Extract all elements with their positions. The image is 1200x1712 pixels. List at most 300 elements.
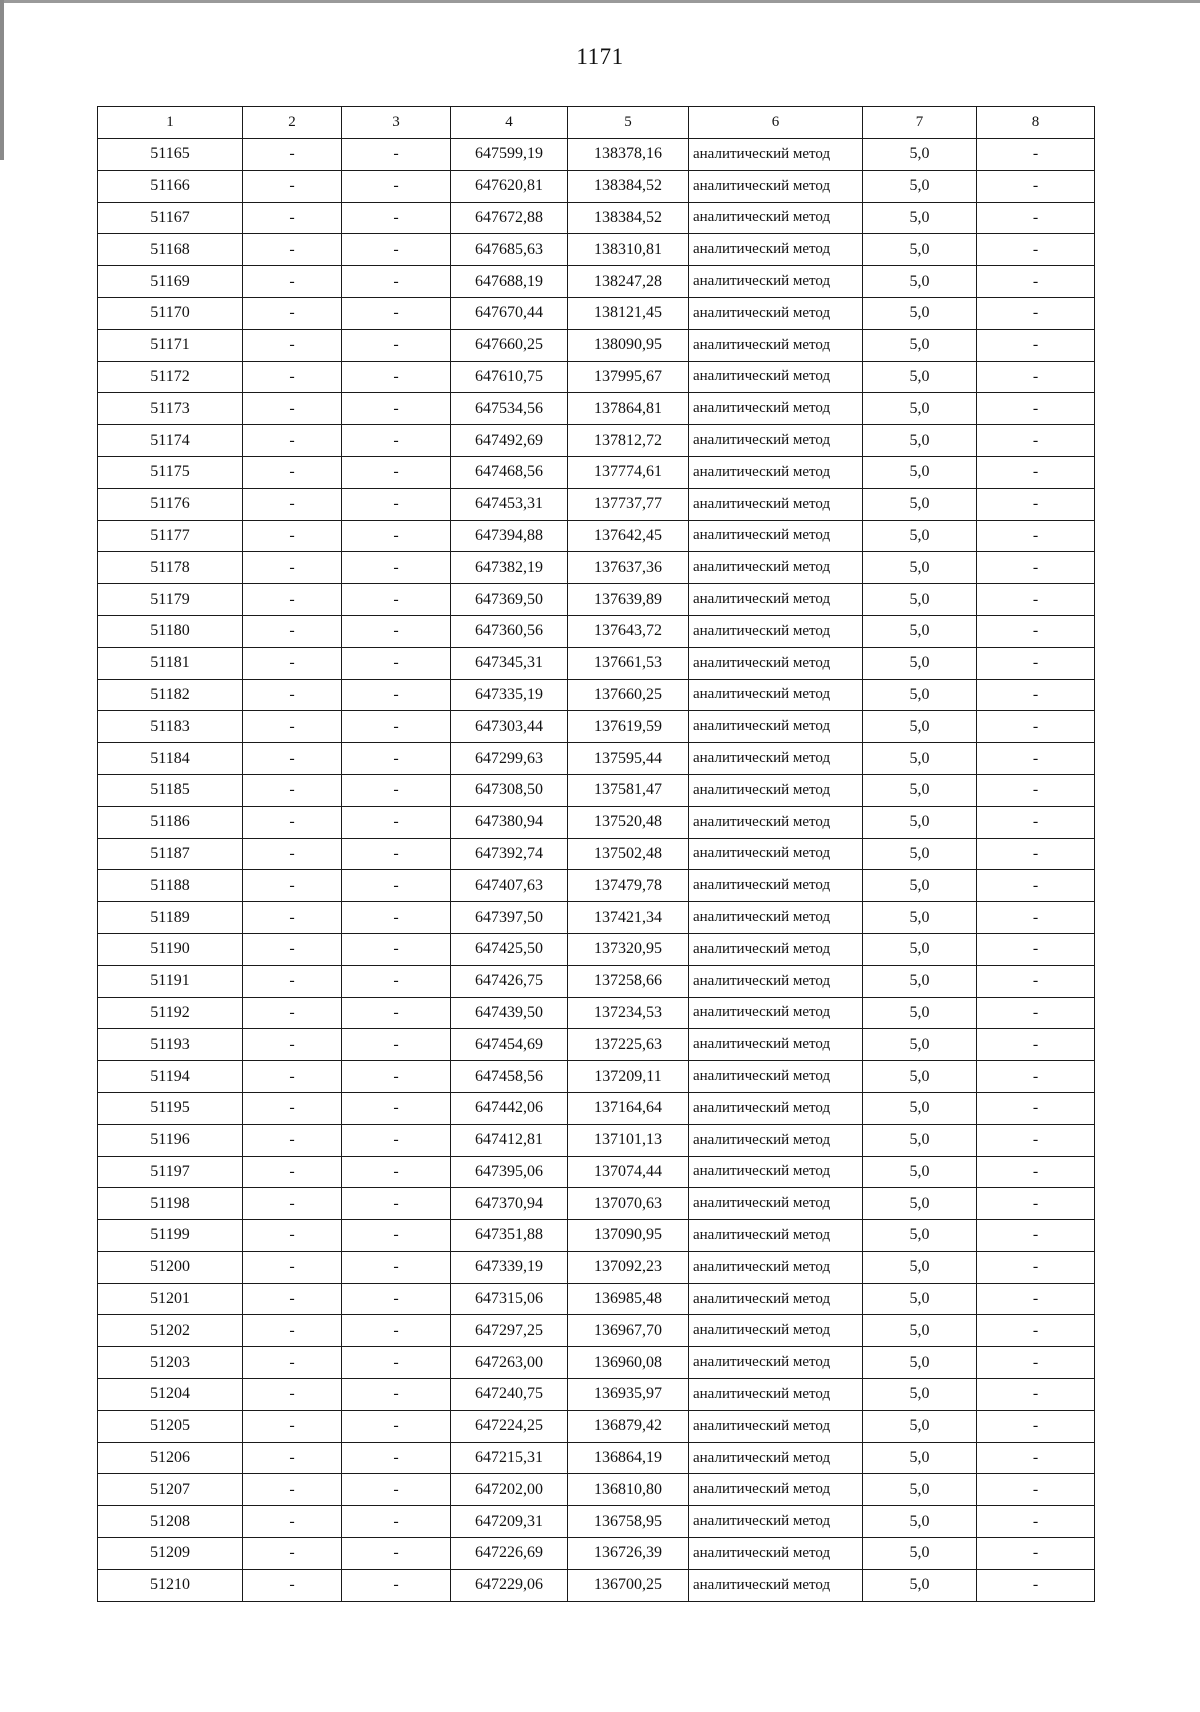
col3-value-cell: - (342, 1410, 451, 1442)
method-cell: аналитический метод (689, 1061, 863, 1093)
col3-value-cell: - (342, 1124, 451, 1156)
point-number-cell: 51165 (98, 139, 243, 171)
accuracy-cell: 5,0 (863, 647, 977, 679)
table-row (98, 1188, 1095, 1220)
col2-value-cell: - (243, 1315, 342, 1347)
col8-value-cell: - (977, 552, 1095, 584)
y-coordinate-cell: 136758,95 (568, 1506, 689, 1538)
col8-value-cell: - (977, 1379, 1095, 1411)
col3-value-cell: - (342, 488, 451, 520)
point-number-cell: 51181 (98, 647, 243, 679)
accuracy-cell: 5,0 (863, 361, 977, 393)
y-coordinate-cell: 137774,61 (568, 456, 689, 488)
x-coordinate-cell: 647263,00 (451, 1347, 568, 1379)
x-coordinate-cell: 647468,56 (451, 456, 568, 488)
point-number-cell: 51168 (98, 234, 243, 266)
table-row (98, 1029, 1095, 1061)
col2-value-cell: - (243, 1283, 342, 1315)
x-coordinate-cell: 647599,19 (451, 139, 568, 171)
col2-value-cell: - (243, 806, 342, 838)
method-cell: аналитический метод (689, 647, 863, 679)
method-cell: аналитический метод (689, 456, 863, 488)
x-coordinate-cell: 647240,75 (451, 1379, 568, 1411)
table-row (98, 838, 1095, 870)
table-row (98, 1410, 1095, 1442)
col2-value-cell: - (243, 1474, 342, 1506)
method-cell: аналитический метод (689, 1315, 863, 1347)
method-cell: аналитический метод (689, 234, 863, 266)
y-coordinate-cell: 136960,08 (568, 1347, 689, 1379)
column-header: 7 (863, 107, 977, 139)
y-coordinate-cell: 136967,70 (568, 1315, 689, 1347)
accuracy-cell: 5,0 (863, 552, 977, 584)
table-row (98, 1538, 1095, 1570)
col8-value-cell: - (977, 647, 1095, 679)
accuracy-cell: 5,0 (863, 488, 977, 520)
point-number-cell: 51199 (98, 1220, 243, 1252)
column-header: 4 (451, 107, 568, 139)
col2-value-cell: - (243, 297, 342, 329)
table-row (98, 1442, 1095, 1474)
method-cell: аналитический метод (689, 615, 863, 647)
y-coordinate-cell: 137660,25 (568, 679, 689, 711)
y-coordinate-cell: 137479,78 (568, 870, 689, 902)
y-coordinate-cell: 138121,45 (568, 297, 689, 329)
y-coordinate-cell: 137619,59 (568, 711, 689, 743)
point-number-cell: 51208 (98, 1506, 243, 1538)
y-coordinate-cell: 137661,53 (568, 647, 689, 679)
y-coordinate-cell: 137581,47 (568, 774, 689, 806)
x-coordinate-cell: 647672,88 (451, 202, 568, 234)
col3-value-cell: - (342, 1474, 451, 1506)
y-coordinate-cell: 137258,66 (568, 965, 689, 997)
table-row (98, 965, 1095, 997)
col8-value-cell: - (977, 1124, 1095, 1156)
method-cell: аналитический метод (689, 266, 863, 298)
x-coordinate-cell: 647442,06 (451, 1092, 568, 1124)
col2-value-cell: - (243, 520, 342, 552)
column-header: 1 (98, 107, 243, 139)
method-cell: аналитический метод (689, 1156, 863, 1188)
point-number-cell: 51177 (98, 520, 243, 552)
col2-value-cell: - (243, 1251, 342, 1283)
y-coordinate-cell: 138310,81 (568, 234, 689, 266)
accuracy-cell: 5,0 (863, 520, 977, 552)
table-row (98, 1379, 1095, 1411)
col2-value-cell: - (243, 774, 342, 806)
table-row (98, 1220, 1095, 1252)
x-coordinate-cell: 647202,00 (451, 1474, 568, 1506)
col3-value-cell: - (342, 1188, 451, 1220)
col2-value-cell: - (243, 1442, 342, 1474)
col3-value-cell: - (342, 393, 451, 425)
point-number-cell: 51167 (98, 202, 243, 234)
x-coordinate-cell: 647370,94 (451, 1188, 568, 1220)
col3-value-cell: - (342, 1506, 451, 1538)
x-coordinate-cell: 647351,88 (451, 1220, 568, 1252)
method-cell: аналитический метод (689, 774, 863, 806)
method-cell: аналитический метод (689, 743, 863, 775)
col2-value-cell: - (243, 456, 342, 488)
accuracy-cell: 5,0 (863, 806, 977, 838)
x-coordinate-cell: 647454,69 (451, 1029, 568, 1061)
point-number-cell: 51209 (98, 1538, 243, 1570)
x-coordinate-cell: 647339,19 (451, 1251, 568, 1283)
accuracy-cell: 5,0 (863, 1124, 977, 1156)
y-coordinate-cell: 137164,64 (568, 1092, 689, 1124)
col8-value-cell: - (977, 202, 1095, 234)
col3-value-cell: - (342, 838, 451, 870)
x-coordinate-cell: 647685,63 (451, 234, 568, 266)
point-number-cell: 51188 (98, 870, 243, 902)
method-cell: аналитический метод (689, 1029, 863, 1061)
col3-value-cell: - (342, 234, 451, 266)
point-number-cell: 51182 (98, 679, 243, 711)
method-cell: аналитический метод (689, 1347, 863, 1379)
col8-value-cell: - (977, 838, 1095, 870)
accuracy-cell: 5,0 (863, 1347, 977, 1379)
col2-value-cell: - (243, 1188, 342, 1220)
table-row (98, 266, 1095, 298)
method-cell: аналитический метод (689, 806, 863, 838)
x-coordinate-cell: 647229,06 (451, 1569, 568, 1601)
accuracy-cell: 5,0 (863, 838, 977, 870)
table-row (98, 1251, 1095, 1283)
col2-value-cell: - (243, 139, 342, 171)
method-cell: аналитический метод (689, 1379, 863, 1411)
method-cell: аналитический метод (689, 488, 863, 520)
table-row (98, 806, 1095, 838)
col2-value-cell: - (243, 711, 342, 743)
col2-value-cell: - (243, 1156, 342, 1188)
x-coordinate-cell: 647492,69 (451, 425, 568, 457)
table-row (98, 997, 1095, 1029)
accuracy-cell: 5,0 (863, 997, 977, 1029)
point-number-cell: 51174 (98, 425, 243, 457)
accuracy-cell: 5,0 (863, 711, 977, 743)
col3-value-cell: - (342, 774, 451, 806)
col3-value-cell: - (342, 329, 451, 361)
point-number-cell: 51210 (98, 1569, 243, 1601)
col2-value-cell: - (243, 997, 342, 1029)
col8-value-cell: - (977, 297, 1095, 329)
point-number-cell: 51185 (98, 774, 243, 806)
method-cell: аналитический метод (689, 711, 863, 743)
method-cell: аналитический метод (689, 1506, 863, 1538)
point-number-cell: 51197 (98, 1156, 243, 1188)
x-coordinate-cell: 647360,56 (451, 615, 568, 647)
col3-value-cell: - (342, 552, 451, 584)
x-coordinate-cell: 647412,81 (451, 1124, 568, 1156)
method-cell: аналитический метод (689, 933, 863, 965)
col3-value-cell: - (342, 1538, 451, 1570)
accuracy-cell: 5,0 (863, 584, 977, 616)
col3-value-cell: - (342, 1347, 451, 1379)
table-row (98, 1506, 1095, 1538)
accuracy-cell: 5,0 (863, 1538, 977, 1570)
point-number-cell: 51184 (98, 743, 243, 775)
point-number-cell: 51192 (98, 997, 243, 1029)
y-coordinate-cell: 138384,52 (568, 170, 689, 202)
col2-value-cell: - (243, 647, 342, 679)
point-number-cell: 51200 (98, 1251, 243, 1283)
column-header: 3 (342, 107, 451, 139)
accuracy-cell: 5,0 (863, 1029, 977, 1061)
col2-value-cell: - (243, 1506, 342, 1538)
table-row (98, 139, 1095, 171)
accuracy-cell: 5,0 (863, 902, 977, 934)
method-cell: аналитический метод (689, 1474, 863, 1506)
point-number-cell: 51166 (98, 170, 243, 202)
col8-value-cell: - (977, 1188, 1095, 1220)
y-coordinate-cell: 137209,11 (568, 1061, 689, 1093)
col8-value-cell: - (977, 997, 1095, 1029)
table-row (98, 202, 1095, 234)
table-row (98, 1347, 1095, 1379)
accuracy-cell: 5,0 (863, 870, 977, 902)
x-coordinate-cell: 647610,75 (451, 361, 568, 393)
col2-value-cell: - (243, 1347, 342, 1379)
col8-value-cell: - (977, 234, 1095, 266)
col3-value-cell: - (342, 139, 451, 171)
point-number-cell: 51202 (98, 1315, 243, 1347)
point-number-cell: 51183 (98, 711, 243, 743)
x-coordinate-cell: 647299,63 (451, 743, 568, 775)
col3-value-cell: - (342, 1220, 451, 1252)
col3-value-cell: - (342, 615, 451, 647)
accuracy-cell: 5,0 (863, 1061, 977, 1093)
y-coordinate-cell: 137864,81 (568, 393, 689, 425)
x-coordinate-cell: 647425,50 (451, 933, 568, 965)
table-row (98, 297, 1095, 329)
col3-value-cell: - (342, 1251, 451, 1283)
col3-value-cell: - (342, 711, 451, 743)
col3-value-cell: - (342, 1029, 451, 1061)
table-row (98, 1092, 1095, 1124)
x-coordinate-cell: 647380,94 (451, 806, 568, 838)
y-coordinate-cell: 137234,53 (568, 997, 689, 1029)
accuracy-cell: 5,0 (863, 1569, 977, 1601)
col8-value-cell: - (977, 965, 1095, 997)
method-cell: аналитический метод (689, 1188, 863, 1220)
col8-value-cell: - (977, 774, 1095, 806)
col2-value-cell: - (243, 1538, 342, 1570)
accuracy-cell: 5,0 (863, 1283, 977, 1315)
col8-value-cell: - (977, 743, 1095, 775)
table-row (98, 1569, 1095, 1601)
table-row (98, 647, 1095, 679)
table-row (98, 743, 1095, 775)
col8-value-cell: - (977, 1474, 1095, 1506)
method-cell: аналитический метод (689, 838, 863, 870)
col8-value-cell: - (977, 1315, 1095, 1347)
method-cell: аналитический метод (689, 997, 863, 1029)
x-coordinate-cell: 647303,44 (451, 711, 568, 743)
method-cell: аналитический метод (689, 520, 863, 552)
point-number-cell: 51195 (98, 1092, 243, 1124)
col2-value-cell: - (243, 425, 342, 457)
accuracy-cell: 5,0 (863, 743, 977, 775)
x-coordinate-cell: 647439,50 (451, 997, 568, 1029)
col8-value-cell: - (977, 1569, 1095, 1601)
table-body (98, 139, 1095, 1602)
method-cell: аналитический метод (689, 870, 863, 902)
accuracy-cell: 5,0 (863, 1506, 977, 1538)
column-header: 6 (689, 107, 863, 139)
col2-value-cell: - (243, 838, 342, 870)
col2-value-cell: - (243, 584, 342, 616)
x-coordinate-cell: 647620,81 (451, 170, 568, 202)
col2-value-cell: - (243, 329, 342, 361)
x-coordinate-cell: 647453,31 (451, 488, 568, 520)
col8-value-cell: - (977, 1410, 1095, 1442)
point-number-cell: 51196 (98, 1124, 243, 1156)
point-number-cell: 51203 (98, 1347, 243, 1379)
y-coordinate-cell: 138090,95 (568, 329, 689, 361)
x-coordinate-cell: 647308,50 (451, 774, 568, 806)
col3-value-cell: - (342, 647, 451, 679)
x-coordinate-cell: 647392,74 (451, 838, 568, 870)
method-cell: аналитический метод (689, 329, 863, 361)
point-number-cell: 51176 (98, 488, 243, 520)
col2-value-cell: - (243, 1410, 342, 1442)
accuracy-cell: 5,0 (863, 1474, 977, 1506)
accuracy-cell: 5,0 (863, 1156, 977, 1188)
table-row (98, 1061, 1095, 1093)
table-row (98, 774, 1095, 806)
y-coordinate-cell: 137812,72 (568, 425, 689, 457)
method-cell: аналитический метод (689, 393, 863, 425)
col8-value-cell: - (977, 1506, 1095, 1538)
table-row (98, 615, 1095, 647)
y-coordinate-cell: 137070,63 (568, 1188, 689, 1220)
col8-value-cell: - (977, 266, 1095, 298)
point-number-cell: 51189 (98, 902, 243, 934)
point-number-cell: 51204 (98, 1379, 243, 1411)
table-row (98, 870, 1095, 902)
col8-value-cell: - (977, 393, 1095, 425)
x-coordinate-cell: 647226,69 (451, 1538, 568, 1570)
x-coordinate-cell: 647407,63 (451, 870, 568, 902)
y-coordinate-cell: 137320,95 (568, 933, 689, 965)
col8-value-cell: - (977, 1156, 1095, 1188)
col8-value-cell: - (977, 1220, 1095, 1252)
method-cell: аналитический метод (689, 1569, 863, 1601)
y-coordinate-cell: 137225,63 (568, 1029, 689, 1061)
col3-value-cell: - (342, 425, 451, 457)
col8-value-cell: - (977, 520, 1095, 552)
accuracy-cell: 5,0 (863, 329, 977, 361)
table-row (98, 1124, 1095, 1156)
table-row (98, 711, 1095, 743)
col3-value-cell: - (342, 1379, 451, 1411)
table-row (98, 679, 1095, 711)
accuracy-cell: 5,0 (863, 1220, 977, 1252)
table-row (98, 552, 1095, 584)
col3-value-cell: - (342, 1061, 451, 1093)
y-coordinate-cell: 138378,16 (568, 139, 689, 171)
method-cell: аналитический метод (689, 679, 863, 711)
point-number-cell: 51173 (98, 393, 243, 425)
x-coordinate-cell: 647426,75 (451, 965, 568, 997)
accuracy-cell: 5,0 (863, 139, 977, 171)
table-row (98, 1156, 1095, 1188)
col3-value-cell: - (342, 202, 451, 234)
y-coordinate-cell: 137737,77 (568, 488, 689, 520)
col3-value-cell: - (342, 1315, 451, 1347)
y-coordinate-cell: 136935,97 (568, 1379, 689, 1411)
scan-edge-left (0, 0, 4, 160)
col8-value-cell: - (977, 488, 1095, 520)
col3-value-cell: - (342, 584, 451, 616)
point-number-cell: 51193 (98, 1029, 243, 1061)
column-header: 5 (568, 107, 689, 139)
col8-value-cell: - (977, 170, 1095, 202)
point-number-cell: 51190 (98, 933, 243, 965)
x-coordinate-cell: 647458,56 (451, 1061, 568, 1093)
x-coordinate-cell: 647215,31 (451, 1442, 568, 1474)
col8-value-cell: - (977, 1538, 1095, 1570)
accuracy-cell: 5,0 (863, 170, 977, 202)
table-row (98, 170, 1095, 202)
method-cell: аналитический метод (689, 202, 863, 234)
col8-value-cell: - (977, 1061, 1095, 1093)
col8-value-cell: - (977, 361, 1095, 393)
col8-value-cell: - (977, 1347, 1095, 1379)
col2-value-cell: - (243, 1061, 342, 1093)
point-number-cell: 51206 (98, 1442, 243, 1474)
method-cell: аналитический метод (689, 170, 863, 202)
col8-value-cell: - (977, 1442, 1095, 1474)
col8-value-cell: - (977, 806, 1095, 838)
method-cell: аналитический метод (689, 1283, 863, 1315)
accuracy-cell: 5,0 (863, 425, 977, 457)
method-cell: аналитический метод (689, 584, 863, 616)
x-coordinate-cell: 647534,56 (451, 393, 568, 425)
y-coordinate-cell: 137995,67 (568, 361, 689, 393)
point-number-cell: 51169 (98, 266, 243, 298)
col8-value-cell: - (977, 1092, 1095, 1124)
x-coordinate-cell: 647335,19 (451, 679, 568, 711)
point-number-cell: 51179 (98, 584, 243, 616)
accuracy-cell: 5,0 (863, 615, 977, 647)
x-coordinate-cell: 647297,25 (451, 1315, 568, 1347)
y-coordinate-cell: 137637,36 (568, 552, 689, 584)
table-row (98, 393, 1095, 425)
column-header: 2 (243, 107, 342, 139)
col2-value-cell: - (243, 393, 342, 425)
accuracy-cell: 5,0 (863, 679, 977, 711)
col3-value-cell: - (342, 266, 451, 298)
y-coordinate-cell: 136985,48 (568, 1283, 689, 1315)
accuracy-cell: 5,0 (863, 202, 977, 234)
col2-value-cell: - (243, 933, 342, 965)
col3-value-cell: - (342, 1156, 451, 1188)
accuracy-cell: 5,0 (863, 1251, 977, 1283)
col8-value-cell: - (977, 425, 1095, 457)
accuracy-cell: 5,0 (863, 266, 977, 298)
y-coordinate-cell: 137074,44 (568, 1156, 689, 1188)
table-row (98, 1283, 1095, 1315)
col2-value-cell: - (243, 870, 342, 902)
x-coordinate-cell: 647224,25 (451, 1410, 568, 1442)
method-cell: аналитический метод (689, 1124, 863, 1156)
col8-value-cell: - (977, 139, 1095, 171)
col8-value-cell: - (977, 870, 1095, 902)
col2-value-cell: - (243, 1124, 342, 1156)
table-row (98, 425, 1095, 457)
x-coordinate-cell: 647382,19 (451, 552, 568, 584)
